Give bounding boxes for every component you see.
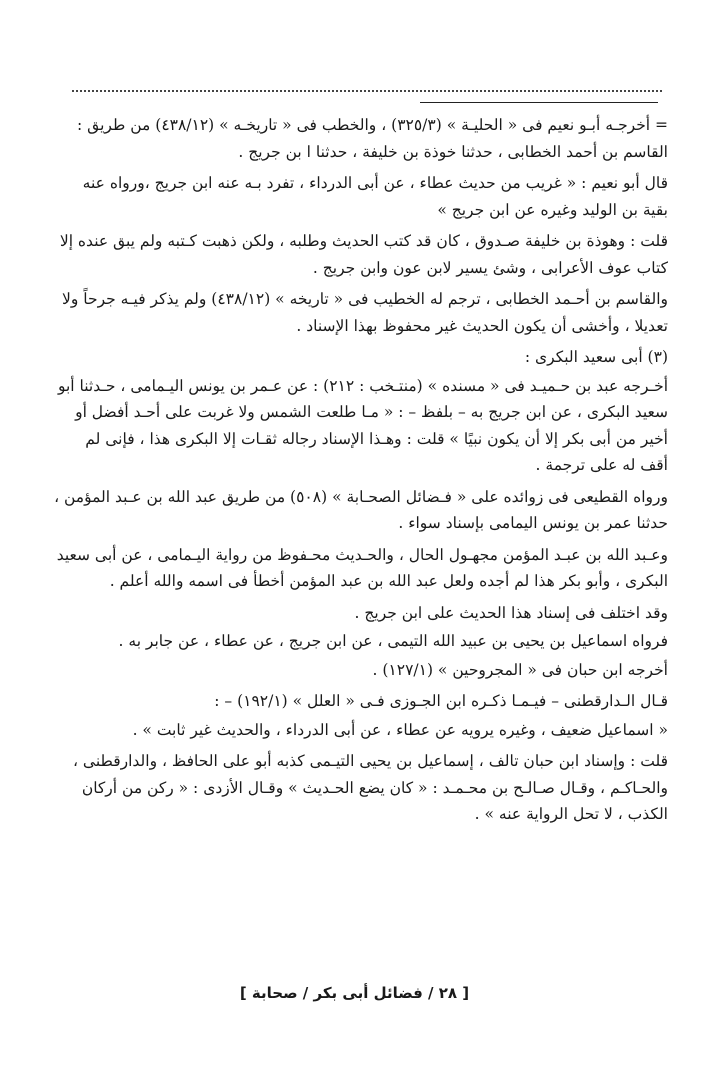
page-footer: [ ٢٨ / فضائل أبى بكر / صحابة ] [239, 984, 470, 1002]
body-text [54, 112, 668, 833]
paragraph-takhrij-abu-nuaym: = أخرجـه أبـو نعيم فى « الحليـة » (٣٢٥/٣) ، والخطب فى « تاريخـه » (٤٣٨/١٢) من طريق : القاسم بن أحمد الخطابى ، حدثنا خوذة بن خليفة ، حدثنا ا بن جريج . [77, 116, 668, 161]
paragraph-abdullah-abdulmumin: وعـبد الله بن عبـد المؤمن مجهـول الحال ، والحـديث محـفوظ من رواية اليـمامى ، عن أبى سعيد البكرى ، وأبو بكر هذا لم أجده ولعل عبد الله بن عبد المؤمن أخطأ فى اسمه والله أعلم . [56, 545, 668, 590]
paragraph-final-verdict: قلت : وإسناد ابن حبان تالف ، إسماعيل بن يحيى التيـمى كذبه أبو على الحافظ ، والدارقطنى ، والحـاكـم ، وقـال صـالـح بن محـمـد : « كان يضع الحـديث » وقـال الأزدى : « ركن من أركان الكذب ، لا تحل الرواية عنه » . [72, 752, 668, 823]
section-heading-abu-said: (٣) أبى سعيد البكرى : [524, 348, 668, 366]
paragraph-daraqutni: قـال الـدارقطنى – فيـمـا ذكـره ابن الجـوزى فـى « العلل » (١٩٢/١) – : [214, 692, 668, 710]
paragraph-ibn-hibban: أخرجه ابن حبان فى « المجروحين » (١٢٧/١) . [372, 660, 668, 679]
paragraph-isnad-dispute: وقد اختلف فى إسناد هذا الحديث على ابن جريج . [354, 603, 668, 622]
footnote-separator-rule [420, 102, 658, 103]
paragraph-hawdha-note: قلت : وهوذة بن خليفة صـدوق ، كان قد كتب الحديث وطلبه ، ولكن ذهبت كـتبه ولم يبق عنده إلا كتاب عوف الأعرابى ، وشئ يسير لابن عون وابن جريج . [59, 232, 668, 277]
paragraph-abd-bin-humayd: أخـرجه عبد بن حـميـد فى « مسنده » (منتـخب : ٢١٢) : عن عـمر بن يونس اليـمامى ، حـدثنا أبو سعيد البكرى ، عن ابن جريج به – بلفظ – : « مـا طلعت الشمس ولا غربت على أحـد أفضل أو أخير من أبى بكر إلا أن يكون نبيًا » قلت : وهـذا الإسناد رجاله ثقـات إلا البكرى هذا ، فإنى لم أقف له على ترجمة . [57, 376, 668, 474]
paragraph-daraqutni-quote: « اسماعيل ضعيف ، وغيره يرويه عن عطاء ، عن أبى الدرداء ، والحديث غير ثابت » . [132, 720, 668, 739]
paragraph-qasim-note: والقاسم بن أحـمد الخطابى ، ترجم له الخطيب فى « تاريخه » (٤٣٨/١٢) ولم يذكر فيـه جرحاً ولا تعديلا ، وأخشى أن يكون الحديث غير محفوظ بهذا الإسناد . [62, 290, 668, 335]
paragraph-abu-nuaym-comment: قال أبو نعيم : « غريب من حديث عطاء ، عن أبى الدرداء ، تفرد بـه عنه ابن جريج ،ورواه عنه بقية بن الوليد وغيره عن ابن جريج » [82, 174, 668, 219]
paragraph-qatii: ورواه القطيعى فى زوائده على « فـضائل الصحـابة » (٥٠٨) من طريق عبد الله بن عـبد المؤمن ، حدثنا عمر بن يونس اليمامى بإسناد سواء . [54, 487, 668, 532]
header-dotted-rule [72, 90, 662, 92]
paragraph-ismail-riwaya: فرواه اسماعيل بن يحيى بن عبيد الله التيمى ، عن ابن جريج ، عن عطاء ، عن جابر به . [118, 632, 668, 650]
